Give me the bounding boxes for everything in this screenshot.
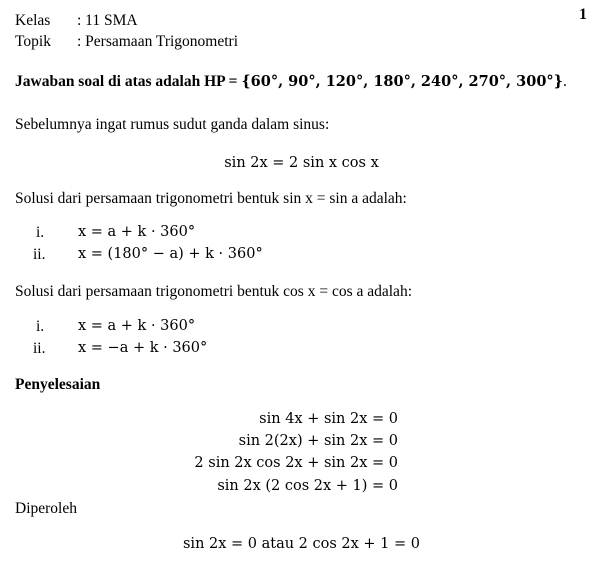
answer-intro: Jawaban soal di atas adalah HP = (15, 73, 242, 90)
cos-solution-intro: Solusi dari persamaan trigonometri bentuk cos x = cos a adalah: (15, 283, 412, 300)
sin-item-2-label: ii. (33, 246, 46, 263)
cos-item-1-eq: x = a + k · 360° (78, 318, 196, 334)
final-equation: sin 2x = 0 atau 2 cos 2x + 1 = 0 (182, 536, 421, 552)
page-number: 1 (579, 6, 587, 23)
sin-item-1-label: i. (36, 224, 45, 241)
step-1: sin 4x + sin 2x = 0 (259, 411, 398, 427)
obtained-text: Diperoleh (15, 500, 77, 517)
topik-label: Topik (15, 33, 51, 50)
kelas-label: Kelas (15, 12, 51, 29)
cos-item-2-eq: x = −a + k · 360° (78, 340, 208, 356)
cos-item-1-label: i. (36, 318, 45, 335)
sin-solution-intro: Solusi dari persamaan trigonometri bentuk sin x = sin a adalah: (15, 190, 407, 207)
kelas-value: : 11 SMA (77, 12, 138, 29)
answer-set: {60°, 90°, 120°, 180°, 240°, 270°, 300°} (241, 73, 563, 90)
topik-value: : Persamaan Trigonometri (77, 33, 239, 50)
reminder-text: Sebelumnya ingat rumus sudut ganda dalam sinus: (15, 116, 330, 133)
step-4: sin 2x (2 cos 2x + 1) = 0 (217, 478, 398, 494)
answer-end: . (563, 73, 567, 90)
sin-item-2-eq: x = (180° − a) + k · 360° (78, 246, 263, 262)
sin-item-1-eq: x = a + k · 360° (78, 224, 196, 240)
solution-heading: Penyelesaian (15, 376, 101, 393)
cos-item-2-label: ii. (33, 340, 46, 357)
step-3: 2 sin 2x cos 2x + sin 2x = 0 (194, 455, 398, 471)
step-2: sin 2(2x) + sin 2x = 0 (238, 433, 398, 449)
double-angle-formula: sin 2x = 2 sin x cos x (224, 155, 379, 171)
answer-line (15, 73, 567, 91)
